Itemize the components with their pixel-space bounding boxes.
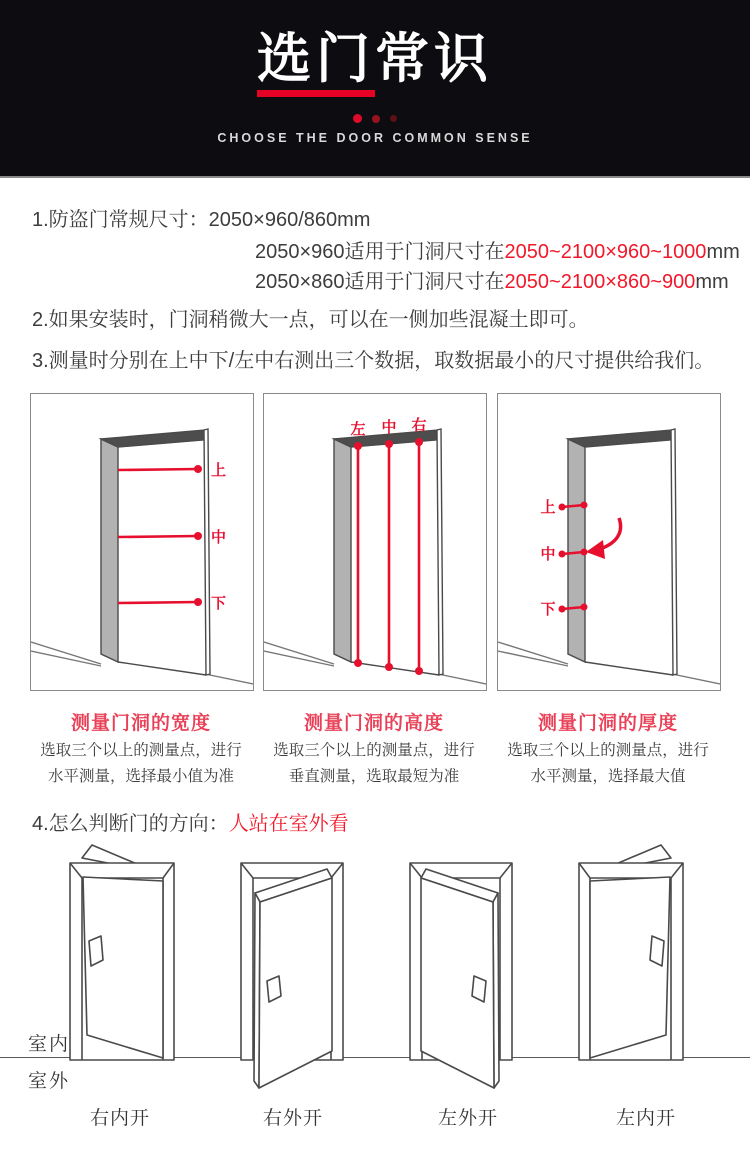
width-measure-panel xyxy=(30,393,254,691)
section1-line2-prefix: 2050×960适用于门洞尺寸在 xyxy=(255,241,505,263)
dot-icon xyxy=(372,115,380,123)
dot-icon xyxy=(353,114,362,123)
section1-line2-range: 2050~2100×960~1000 xyxy=(504,241,707,263)
measure-label-center: 中 xyxy=(381,419,397,436)
decorative-dots xyxy=(0,114,750,123)
thickness-caption-title: 测量门洞的厚度 xyxy=(537,713,678,734)
page-title xyxy=(0,30,750,97)
section3-text: 3.测量时分别在上中下/左中右测出三个数据，取数据最小的尺寸提供给我们。 xyxy=(32,350,715,372)
measure-label-bottom: 下 xyxy=(211,595,227,612)
thickness-measure-diagram xyxy=(498,394,720,690)
measure-label-middle: 中 xyxy=(211,529,227,546)
measure-label-middle: 中 xyxy=(540,546,556,563)
indoor-label: 室内 xyxy=(28,1034,71,1055)
section1-line3-range: 2050~2100×860~900 xyxy=(504,271,696,293)
door-right-inward-diagram xyxy=(45,835,215,1090)
door-label-left-outward: 左外开 xyxy=(437,1108,498,1129)
door-label-right-outward: 右外开 xyxy=(262,1108,323,1129)
width-caption-title: 测量门洞的宽度 xyxy=(70,713,211,734)
section1-line1: 1.防盗门常规尺寸：2050×960/860mm xyxy=(32,209,371,231)
door-left-inward-diagram xyxy=(538,835,708,1090)
height-caption-desc2: 垂直测量，选取最短为准 xyxy=(288,768,460,785)
thickness-caption-desc1: 选取三个以上的测量点，进行 xyxy=(507,742,709,759)
header-banner xyxy=(0,0,750,178)
door-label-left-inward: 左内开 xyxy=(615,1108,676,1129)
measure-label-top: 上 xyxy=(540,499,556,516)
section2-text: 2.如果安装时，门洞稍微大一点，可以在一侧加些混凝土即可。 xyxy=(32,309,589,331)
width-caption-desc1: 选取三个以上的测量点，进行 xyxy=(40,742,242,759)
page-title-underlined-part: 选门 xyxy=(257,30,375,97)
section1-line2-unit: mm xyxy=(706,241,740,263)
door-left-outward-diagram xyxy=(363,835,533,1090)
section1-line2 xyxy=(255,238,740,266)
measure-label-left: 左 xyxy=(350,421,366,438)
width-measure-diagram xyxy=(31,394,253,690)
door-label-right-inward: 右内开 xyxy=(89,1108,150,1129)
thickness-caption-desc2: 水平测量，选择最大值 xyxy=(530,768,686,785)
measure-label-bottom: 下 xyxy=(540,601,556,618)
height-caption-desc1: 选取三个以上的测量点，进行 xyxy=(273,742,475,759)
outdoor-label: 室外 xyxy=(28,1071,71,1092)
measure-label-top: 上 xyxy=(211,462,227,479)
width-caption-desc2: 水平测量，选择最小值为准 xyxy=(47,768,234,785)
section4-text xyxy=(32,810,349,838)
page-subtitle: CHOOSE THE DOOR COMMON SENSE xyxy=(217,131,533,145)
height-measure-panel xyxy=(263,393,487,691)
page-title-rest: 常识 xyxy=(375,29,493,89)
section4-prefix: 4.怎么判断门的方向： xyxy=(32,813,229,835)
section1-line3 xyxy=(255,268,729,296)
section1-line3-prefix: 2050×860适用于门洞尺寸在 xyxy=(255,271,505,293)
height-measure-diagram xyxy=(264,394,486,690)
measure-label-right: 右 xyxy=(411,417,427,434)
thickness-measure-panel xyxy=(497,393,721,691)
section4-highlight: 人站在室外看 xyxy=(228,813,349,835)
height-caption-title: 测量门洞的高度 xyxy=(303,713,444,734)
section1-line3-unit: mm xyxy=(695,271,729,293)
dot-icon xyxy=(390,115,397,122)
